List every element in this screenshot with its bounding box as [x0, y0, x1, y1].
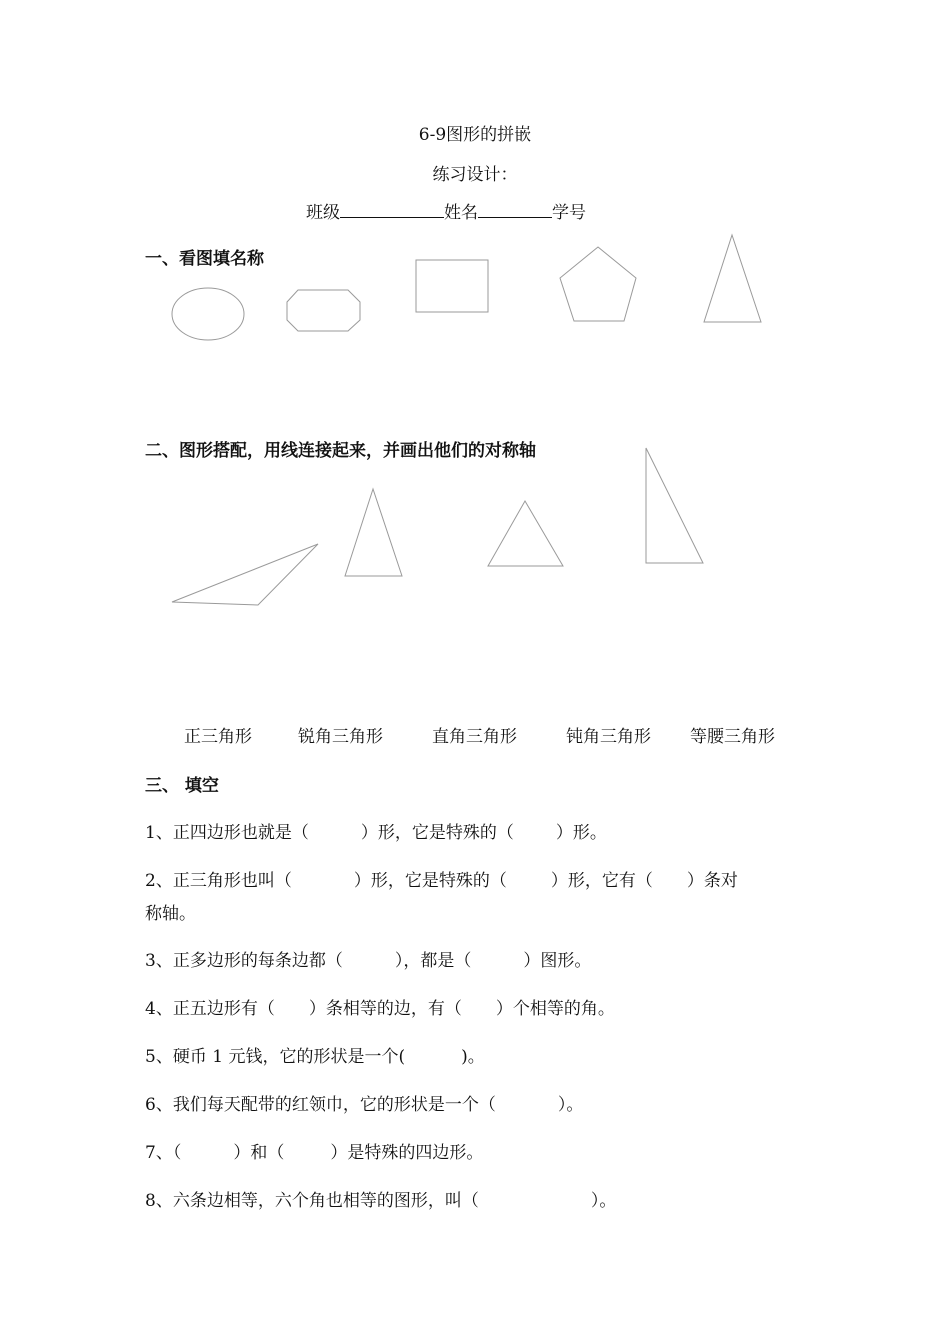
question-6: 6、我们每天配带的红领巾，它的形状是一个（ ）。	[145, 1095, 584, 1115]
question-3: 3、正多边形的每条边都（ ），都是（ ）图形。	[145, 951, 592, 971]
question-5: 5、硬币 1 元钱，它的形状是一个( )。	[145, 1047, 485, 1067]
section2-heading: 二、图形搭配，用线连接起来，并画出他们的对称轴	[145, 441, 536, 461]
label-equilateral: 正三角形	[184, 727, 252, 747]
section1-heading: 一、看图填名称	[145, 249, 264, 269]
obtuse-triangle-shape	[172, 544, 318, 605]
number-label: 学号	[552, 203, 586, 223]
question-2-cont: 称轴。	[145, 904, 196, 924]
ellipse-shape	[172, 288, 244, 340]
equilateral-triangle-shape	[488, 501, 563, 566]
rectangle-shape	[416, 260, 488, 312]
question-1: 1、正四边形也就是（ ）形，它是特殊的（ ）形。	[145, 823, 607, 843]
name-label: 姓名	[444, 203, 478, 223]
octagon-shape	[287, 290, 360, 331]
class-label: 班级	[306, 203, 340, 223]
page-subtitle: 练习设计：	[432, 165, 518, 185]
page-title: 6-9图形的拼嵌	[418, 125, 532, 145]
question-4: 4、正五边形有（ ）条相等的边，有（ ）个相等的角。	[145, 999, 615, 1019]
right-triangle-shape	[646, 448, 703, 563]
isosceles-triangle-shape	[704, 235, 761, 322]
pentagon-shape	[560, 247, 636, 321]
question-8: 8、六条边相等，六个角也相等的图形，叫（ ）。	[145, 1191, 617, 1211]
question-7: 7、（ ）和（ ）是特殊的四边形。	[145, 1143, 484, 1163]
question-2: 2、正三角形也叫（ ）形，它是特殊的（ ）形，它有（ ）条对	[145, 871, 738, 891]
label-acute: 锐角三角形	[298, 727, 383, 747]
section3-heading: 三、 填空	[145, 776, 219, 796]
label-right: 直角三角形	[432, 727, 517, 747]
acute-triangle-shape	[345, 489, 402, 576]
label-isosceles: 等腰三角形	[690, 727, 775, 747]
label-obtuse: 钝角三角形	[566, 727, 651, 747]
